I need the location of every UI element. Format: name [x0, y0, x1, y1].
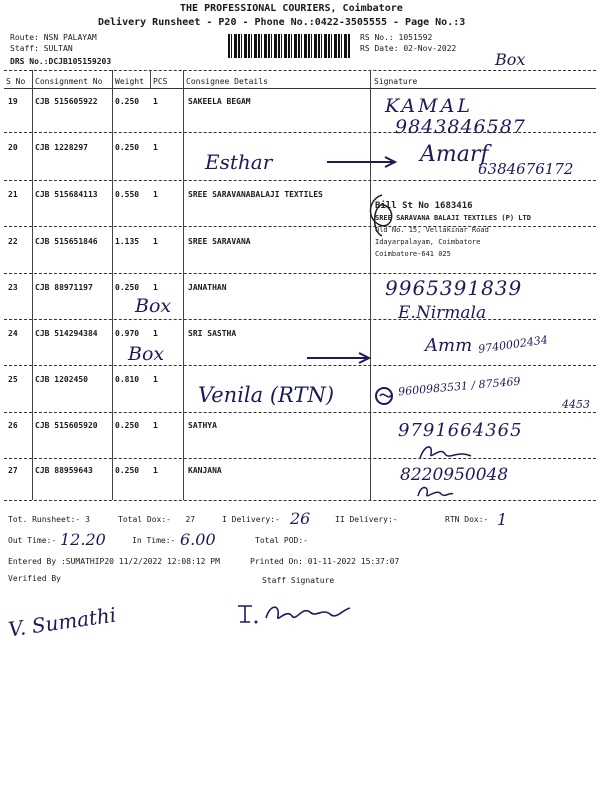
hw-phone7: 8220950048	[400, 465, 509, 485]
row-weight: 0.250	[115, 143, 140, 152]
row-weight: 0.250	[115, 421, 140, 430]
row-sno: 25	[8, 375, 18, 384]
company-stamp: Bill St No 1683416 SREE SARAVANA BALAJI TEXTILES (P) LTD Old No. 15, Vellakinar Road Idayarpalayam, Coimbatore Coimbatore-641 025	[375, 201, 531, 258]
rtn-dox-label: RTN Dox:-	[445, 515, 489, 524]
row-weight: 0.550	[115, 190, 140, 199]
hw-phone3: 9965391839	[385, 276, 523, 300]
row-pcs: 1	[153, 375, 158, 384]
printed-on: Printed On: 01-11-2022 15:37:07	[250, 557, 400, 566]
row-sno: 21	[8, 190, 18, 199]
hw-phone4: 9740002434	[477, 333, 549, 356]
hw-phone2: 6384676172	[478, 160, 574, 178]
row-pcs: 1	[153, 143, 158, 152]
hw-box-1: Box	[135, 295, 172, 317]
company-name: THE PROFESSIONAL COURIERS, Coimbatore	[180, 3, 403, 14]
hw-arrow-icon	[305, 351, 375, 365]
header-rule	[4, 88, 596, 89]
in-time-label: In Time:-	[132, 536, 176, 545]
row-consignment: CJB 515684113	[35, 190, 98, 199]
staff-signature-icon	[232, 598, 372, 628]
route-field: Route: NSN PALAYAM	[10, 33, 97, 42]
header-sno: S No	[6, 77, 26, 86]
row-divider	[4, 273, 596, 274]
row-pcs: 1	[153, 329, 158, 338]
row-sno: 23	[8, 283, 18, 292]
hw-in-time: 6.00	[180, 530, 216, 549]
row-sno: 20	[8, 143, 18, 152]
hw-kamal: KAMAL	[385, 95, 473, 117]
header-weight: Weight	[115, 77, 144, 86]
hw-i-delivery: 26	[290, 509, 311, 528]
table-top-rule	[4, 70, 596, 71]
hw-box-2: Box	[128, 343, 165, 365]
tot-runsheet: Tot. Runsheet:- 3	[8, 515, 90, 524]
row-consignee: SREE SARAVANABALAJI TEXTILES	[188, 190, 323, 199]
row-consignment: CJB 514294384	[35, 329, 98, 338]
hw-rtn-dox: 1	[497, 510, 508, 529]
row-divider	[4, 458, 596, 459]
runsheet-subtitle: Delivery Runsheet - P20 - Phone No.:0422-3505555 - Page No.:3	[98, 17, 466, 28]
hw-phone5: 9600983531 / 875469	[397, 374, 522, 399]
col-divider	[112, 70, 113, 500]
drs-field: DRS No.:DCJB105159203	[10, 57, 112, 66]
row-consignment: CJB 88959643	[35, 466, 93, 475]
row-weight: 0.250	[115, 283, 140, 292]
header-signature: Signature	[374, 77, 418, 86]
col-divider	[370, 70, 371, 500]
hw-signature-24: Amm	[425, 335, 473, 356]
header-consignee: Consignee Details	[186, 77, 268, 86]
handwritten-box-note: Box	[495, 50, 526, 69]
hw-phone6: 9791664365	[398, 420, 523, 441]
rs-no-field: RS No.: 1051592	[360, 33, 433, 42]
hw-phone5b: 4453	[562, 398, 590, 411]
hw-nirmala: E.Nirmala	[398, 303, 487, 323]
row-consignment: CJB 515651846	[35, 237, 98, 246]
hw-venila-rtn: Venila (RTN)	[198, 383, 335, 407]
header-pcs: PCS	[153, 77, 168, 86]
entered-by: Entered By :SUMATHIP20 11/2/2022 12:08:12 PM	[8, 557, 220, 566]
hw-amar-signature: Amarf	[420, 142, 489, 167]
hw-esthar: Esthar	[205, 150, 273, 174]
row-consignment: CJB 1228297	[35, 143, 88, 152]
i-delivery-label: I Delivery:-	[222, 515, 280, 524]
col-divider	[32, 70, 33, 500]
row-sno: 24	[8, 329, 18, 338]
col-divider	[150, 70, 151, 88]
staff-signature-label: Staff Signature	[262, 576, 335, 585]
stamp-scribble-icon	[362, 190, 402, 240]
rs-date-field: RS Date: 02-Nov-2022	[360, 44, 457, 53]
row-sno: 19	[8, 97, 18, 106]
row-weight: 0.250	[115, 97, 140, 106]
hw-out-time: 12.20	[60, 530, 106, 549]
ii-delivery-label: II Delivery:-	[335, 515, 398, 524]
hw-signature-27-icon	[415, 482, 455, 502]
out-time-label: Out Time:-	[8, 536, 57, 545]
row-pcs: 1	[153, 97, 158, 106]
hw-scribble-icon	[372, 384, 396, 408]
row-consignee: SATHYA	[188, 421, 217, 430]
row-divider	[4, 180, 596, 181]
row-sno: 26	[8, 421, 18, 430]
total-dox: Total Dox:- 27	[118, 515, 196, 524]
col-divider	[183, 70, 184, 500]
row-pcs: 1	[153, 283, 158, 292]
barcode	[228, 34, 350, 58]
row-weight: 1.135	[115, 237, 140, 246]
row-weight: 0.970	[115, 329, 140, 338]
header-consignment: Consignment No	[35, 77, 103, 86]
hw-arrow-icon	[325, 155, 400, 169]
row-consignee: SRI SASTHA	[188, 329, 237, 338]
row-divider	[4, 412, 596, 413]
verified-by-label: Verified By	[8, 574, 61, 583]
row-consignee: SREE SARAVANA	[188, 237, 251, 246]
row-pcs: 1	[153, 466, 158, 475]
hw-verified-signature: V. Sumathi	[6, 602, 118, 642]
row-pcs: 1	[153, 237, 158, 246]
row-consignment: CJB 515605922	[35, 97, 98, 106]
hw-phone1: 9843846587	[395, 116, 526, 138]
row-consignment: CJB 1202450	[35, 375, 88, 384]
row-consignment: CJB 515605920	[35, 421, 98, 430]
staff-field: Staff: SULTAN	[10, 44, 73, 53]
row-divider	[4, 365, 596, 366]
row-sno: 27	[8, 466, 18, 475]
row-weight: 0.810	[115, 375, 140, 384]
row-consignee: JANATHAN	[188, 283, 227, 292]
row-sno: 22	[8, 237, 18, 246]
row-consignee: SAKEELA BEGAM	[188, 97, 251, 106]
hw-signature-26-icon	[415, 440, 475, 464]
row-weight: 0.250	[115, 466, 140, 475]
row-consignee: KANJANA	[188, 466, 222, 475]
table-bottom-rule	[4, 500, 596, 501]
row-pcs: 1	[153, 190, 158, 199]
row-pcs: 1	[153, 421, 158, 430]
row-divider	[4, 319, 596, 320]
row-consignment: CJB 88971197	[35, 283, 93, 292]
total-pod-label: Total POD:-	[255, 536, 308, 545]
